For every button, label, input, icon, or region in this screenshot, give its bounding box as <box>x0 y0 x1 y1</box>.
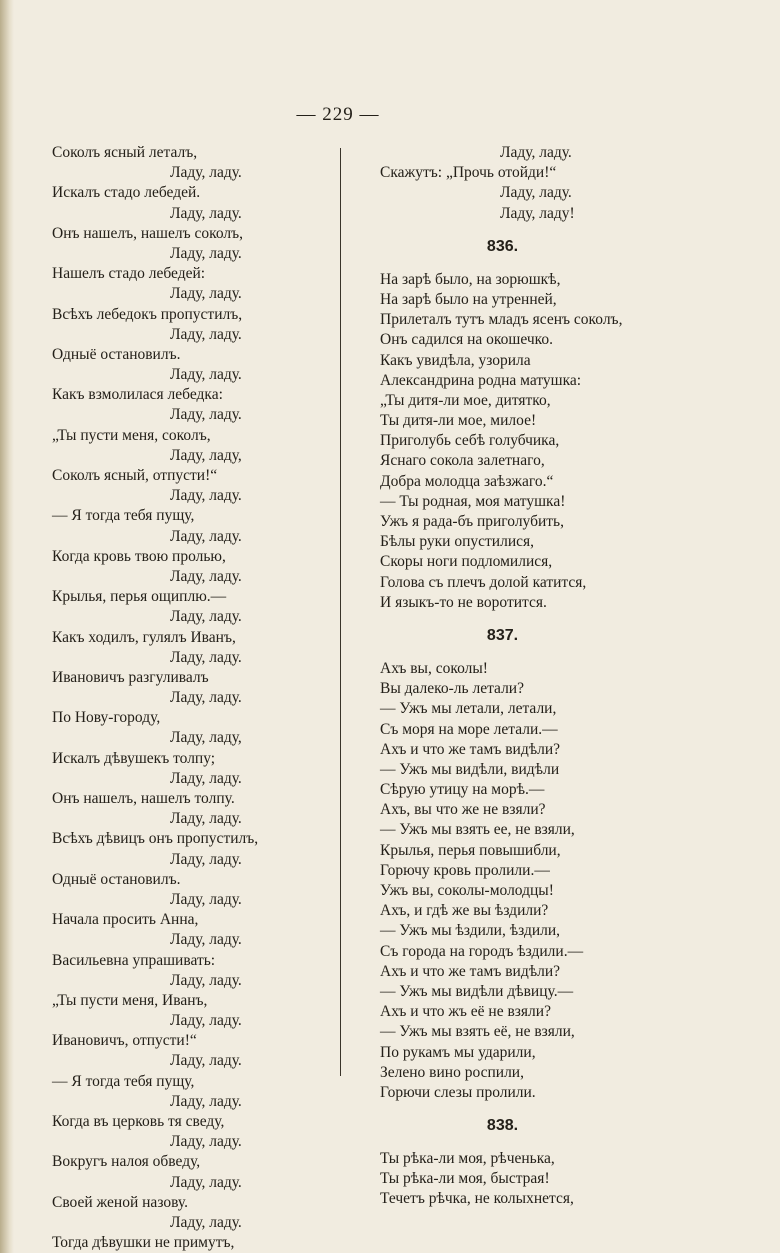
verse-line: Ахъ и что же тамъ видѣли? <box>380 962 561 980</box>
verse-line: Своей женой назову. <box>52 1193 188 1211</box>
verse-line: — Ужъ мы взять её, не взяли, <box>380 1023 575 1041</box>
verse-line: Начала просить Анна, <box>52 911 199 929</box>
verse-line: Ивановичъ разгуливалъ <box>52 668 209 686</box>
song-number: 837. <box>486 626 519 644</box>
refrain-line: Ладу, ладу. <box>170 769 242 787</box>
verse-line: „Ты пусти меня, Иванъ, <box>52 991 208 1009</box>
verse-line: Когда въ церковь тя сведу, <box>52 1113 225 1130</box>
refrain-line: Ладу, ладу. <box>170 204 242 222</box>
verse-line: — Ужъ мы летали, летали, <box>380 700 557 718</box>
verse-line: Онъ нашелъ, нашелъ соколъ, <box>52 224 244 242</box>
verse-line: Яснаго сокола залетнаго, <box>380 452 545 470</box>
verse-line: Добра молодца заѣзжаго.“ <box>380 472 554 490</box>
verse-line: Горючи слезы пролили. <box>380 1083 536 1101</box>
verse-line: Нашелъ стадо лебедей: <box>52 265 206 283</box>
verse-line: Ахъ, вы что же не взяли? <box>380 801 546 819</box>
verse-line: — Я тогда тебя пущу, <box>52 1072 195 1090</box>
verse-line: На зарѣ было на утренней, <box>380 290 557 308</box>
refrain-line: Ладу, ладу. <box>170 285 242 303</box>
page-number: — 229 — <box>296 104 380 125</box>
refrain-line: Ладу, ладу. <box>170 1052 242 1070</box>
verse-line: Соколъ ясный, отпусти!“ <box>52 467 218 484</box>
refrain-line: Ладу, ладу. <box>170 890 242 908</box>
verse-line: Ужъ я рада-бъ приголубить, <box>380 513 564 530</box>
verse-line: Онъ нашелъ, нашелъ толпу. <box>52 790 235 807</box>
verse-line: Крылья, перья повышибли, <box>380 841 561 859</box>
verse-line: Голова съ плечъ долой катится, <box>380 573 587 591</box>
verse-line: — Ужъ мы видѣли, видѣли <box>380 760 560 778</box>
verse-line: Ужъ вы, соколы-молодцы! <box>380 882 554 899</box>
verse-line: Съ города на городъ ѣздили.— <box>380 942 584 960</box>
verse-line: Всѣхъ лебедокъ пропустилъ, <box>52 305 243 323</box>
verse-line: Какъ увидѣла, узорила <box>380 351 531 369</box>
verse-line: Всѣхъ дѣвицъ онъ пропустилъ, <box>52 830 259 848</box>
verse-line: Искалъ дѣвушекъ толпу; <box>52 749 216 767</box>
verse-line: Вы далеко-ль летали? <box>380 680 524 698</box>
page-binding-edge <box>0 0 14 1253</box>
song-number: 838. <box>486 1117 519 1135</box>
verse-line: Онъ садился на окошечко. <box>380 331 554 349</box>
refrain-line: Ладу, ладу. <box>500 184 572 202</box>
verse-line: Вокругъ налоя обведу, <box>52 1153 201 1171</box>
verse-line: Прилеталъ тутъ младъ ясенъ соколъ, <box>380 311 623 329</box>
refrain-line: Ладу, ладу. <box>170 487 242 505</box>
column-divider <box>340 148 341 1076</box>
refrain-line: Ладу, ладу. <box>170 810 242 828</box>
refrain-line: Ладу, ладу. <box>170 1133 242 1151</box>
verse-line: Какъ ходилъ, гулялъ Иванъ, <box>52 628 236 646</box>
verse-line: — Ужъ мы взять ее, не взяли, <box>380 821 575 839</box>
verse-line: Скоры ноги подломилися, <box>380 553 553 571</box>
verse-line: Одныё остановилъ. <box>52 345 181 363</box>
verse-line: На зарѣ было, на зорюшкѣ, <box>380 270 561 288</box>
verse-line: Зелено вино роспили, <box>380 1063 524 1081</box>
verse-line: „Ты пусти меня, соколъ, <box>52 426 211 444</box>
refrain-line: Ладу, ладу. <box>170 406 242 424</box>
verse-line: Ахъ вы, соколы! <box>380 659 488 677</box>
verse-line: Искалъ стадо лебедей. <box>52 184 201 202</box>
verse-line: Горючу кровь пролили.— <box>380 861 550 879</box>
refrain-line: Ладу, ладу. <box>170 971 242 989</box>
refrain-line: Ладу, ладу. <box>170 1012 242 1030</box>
right-column <box>380 143 680 1210</box>
verse-line: — Ужъ мы ѣздили, ѣздили, <box>380 922 561 940</box>
refrain-line: Ладу, ладу. <box>170 527 242 545</box>
verse-line: — Я тогда тебя пущу, <box>52 507 195 525</box>
refrain-line: Ладу, ладу, <box>170 729 242 747</box>
verse-line: Ахъ и что же тамъ видѣли? <box>380 740 561 758</box>
verse-line: Тогда дѣвушки не примутъ, <box>52 1234 235 1252</box>
verse-line: Бѣлы руки опустилися, <box>380 533 534 551</box>
verse-line: Скажутъ: „Прочь отойди!“ <box>380 164 557 182</box>
refrain-line: Ладу, ладу. <box>170 244 242 262</box>
verse-line: Ивановичъ, отпусти!“ <box>52 1032 197 1050</box>
verse-line: Приголубь себѣ голубчика, <box>380 432 560 450</box>
refrain-line: Ладу, ладу. <box>500 144 572 161</box>
verse-line: Ахъ, и гдѣ же вы ѣздили? <box>380 902 549 920</box>
verse-line: Сѣрую утицу на морѣ.— <box>380 781 545 799</box>
refrain-line: Ладу, ладу. <box>170 567 242 585</box>
verse-line: Когда кровь твою пролью, <box>52 547 226 565</box>
refrain-line: Ладу, ладу. <box>170 931 242 949</box>
refrain-line: Ладу, ладу. <box>170 850 242 868</box>
verse-line: По рукамъ мы ударили, <box>380 1043 536 1061</box>
refrain-line: Ладу, ладу. <box>170 1173 242 1191</box>
verse-line: Съ моря на море летали.— <box>380 720 558 738</box>
left-column <box>52 143 337 1253</box>
verse-line: Ахъ и что жъ её не взяли? <box>380 1003 551 1021</box>
refrain-line: Ладу, ладу. <box>170 164 242 182</box>
verse-line: — Ужъ мы видѣли дѣвицу.— <box>380 982 574 1000</box>
verse-line: И языкъ-то не воротится. <box>380 593 547 611</box>
verse-line: Ты рѣка-ли моя, рѣченька, <box>380 1150 555 1168</box>
refrain-line: Ладу, ладу. <box>170 689 242 707</box>
refrain-line: Ладу, ладу, <box>170 446 242 464</box>
verse-line: Соколъ ясный леталъ, <box>52 144 198 161</box>
verse-line: Васильевна упрашивать: <box>52 951 216 969</box>
song-number: 836. <box>486 237 519 255</box>
refrain-line: Ладу, ладу! <box>500 204 575 222</box>
verse-line: Одныё остановилъ. <box>52 870 181 888</box>
verse-line: Ты рѣка-ли моя, быстрая! <box>380 1170 550 1188</box>
verse-line: Ты дитя-ли мое, милое! <box>380 412 537 430</box>
verse-line: Александрина родна матушка: <box>380 371 582 389</box>
refrain-line: Ладу, ладу. <box>170 608 242 626</box>
verse-line: Крылья, перья ощиплю.— <box>52 588 227 606</box>
refrain-line: Ладу, ладу. <box>170 1213 242 1231</box>
refrain-line: Ладу, ладу. <box>170 1092 242 1110</box>
refrain-line: Ладу, ладу. <box>170 325 242 343</box>
refrain-line: Ладу, ладу. <box>170 366 242 384</box>
verse-line: По Нову-городу, <box>52 709 161 727</box>
verse-line: Какъ взмолилася лебедка: <box>52 386 223 404</box>
verse-line: — Ты родная, моя матушка! <box>380 492 566 510</box>
refrain-line: Ладу, ладу. <box>170 648 242 666</box>
verse-line: „Ты дитя-ли мое, дитятко, <box>380 391 551 409</box>
verse-line: Течетъ рѣчка, не колыхнется, <box>380 1190 574 1208</box>
